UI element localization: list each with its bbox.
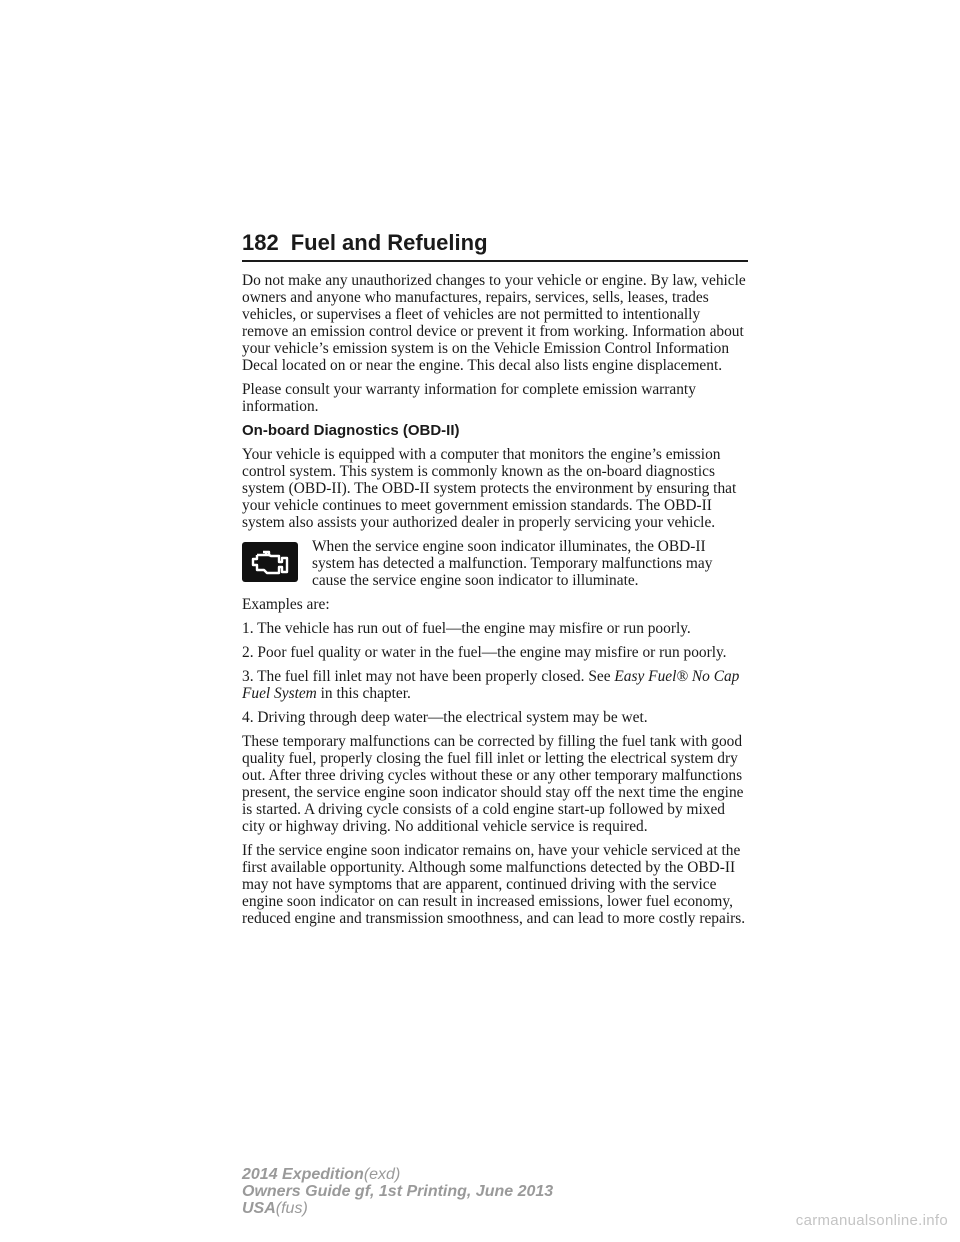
list-item-fuel-inlet-suffix: in this chapter. (316, 685, 411, 702)
watermark: carmanualsonline.info (795, 1212, 948, 1229)
footer-line-printing: Owners Guide gf, 1st Printing, June 2013 (242, 1183, 554, 1200)
paragraph-warranty: Please consult your warranty information for complete emission warranty information. (242, 381, 696, 415)
list-item-deep-water: 4. Driving through deep water—the electrical system may be wet. (242, 709, 648, 726)
list-item-fuel-inlet (242, 668, 748, 702)
footer-line-model (242, 1166, 553, 1183)
section-title: Fuel and Refueling (290, 230, 488, 255)
paragraph-unauthorized-changes: Do not make any unauthorized changes to your vehicle or engine. By law, vehicle owners and anyone who manufactures, repairs, services, sells, leases, trades vehicles, or supervises a fleet of vehicles are not permitted to intentionally remove an emission control device or prevent it from working. Information about your vehicle’s emission system is on the Vehicle Emission Control Information Decal located on or near the engine. This decal also lists engine displacement. (242, 272, 746, 374)
page-header (242, 230, 748, 262)
list-item-poor-fuel: 2. Poor fuel quality or water in the fuel—the engine may misfire or run poorly. (242, 644, 727, 661)
cross-reference-easy-fuel: Easy Fuel® No Cap Fuel System (242, 668, 740, 702)
service-engine-soon-icon (242, 542, 298, 582)
paragraph-obd-intro: Your vehicle is equipped with a computer that monitors the engine’s emission control system. This system is commonly known as the on-board diagnostics system (OBD-II). The OBD-II system protects the environment by ensuring that your vehicle continues to meet government emission standards. The OBD-II system also assists your authorized dealer in properly servicing your vehicle. (242, 446, 737, 531)
paragraph-temporary-malfunctions: These temporary malfunctions can be corrected by filling the fuel tank with good quality fuel, properly closing the fuel fill inlet or letting the electrical system dry out. After three driving cycles without these or any other temporary malfunctions present, the service engine soon indicator should stay off the next time the engine is started. A driving cycle consists of a cold engine start-up followed by mixed city or highway driving. No additional vehicle service is required. (242, 733, 744, 835)
footer-model: 2014 Expedition (242, 1166, 364, 1183)
footer-line-region (242, 1200, 553, 1217)
subheading-obd-ii: On-board Diagnostics (OBD-II) (242, 422, 460, 439)
examples-label: Examples are: (242, 596, 330, 613)
indicator-block (242, 538, 748, 596)
list-item-fuel-inlet-text: 3. The fuel fill inlet may not have been properly closed. See (242, 668, 615, 685)
page-content (242, 272, 748, 934)
page-number: 182 (242, 230, 279, 255)
footer-model-code: (exd) (363, 1166, 401, 1183)
list-item-out-of-fuel: 1. The vehicle has run out of fuel—the engine may misfire or run poorly. (242, 620, 691, 637)
footer-region-code: (fus) (275, 1200, 308, 1217)
paragraph-indicator: When the service engine soon indicator illuminates, the OBD-II system has detected a malfunction. Temporary malfunctions may cause the service engine soon indicator to illuminate. (312, 538, 713, 589)
page-footer (242, 1166, 553, 1217)
footer-region: USA (242, 1200, 276, 1217)
paragraph-indicator-remains-on: If the service engine soon indicator remains on, have your vehicle serviced at the first available opportunity. Although some malfunctions detected by the OBD-II may not have symptoms that are apparent, continued driving with the service engine soon indicator on can result in increased emissions, lower fuel economy, reduced engine and transmission smoothness, and can lead to more costly repairs. (242, 842, 746, 927)
